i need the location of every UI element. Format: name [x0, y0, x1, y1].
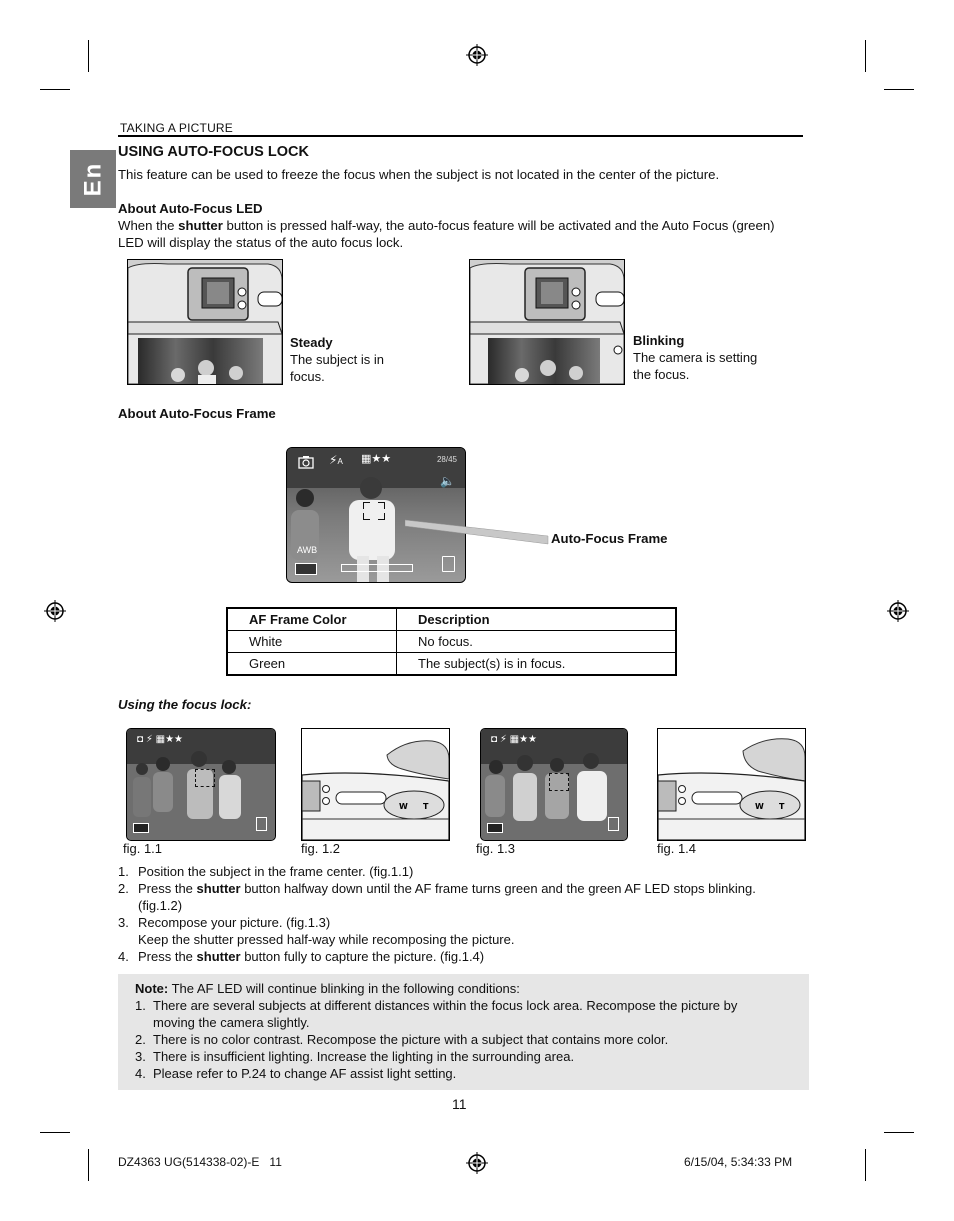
list-item: 2. There is no color contrast. Recompose the picture with a subject that contains more color.	[135, 1032, 669, 1047]
list-item: (fig.1.2)	[138, 898, 183, 913]
blinking-led-photo	[469, 259, 625, 385]
svg-text:W: W	[755, 802, 764, 811]
fig-caption: fig. 1.3	[476, 841, 516, 856]
table-row	[227, 631, 676, 653]
quality-icon: ▦★★	[361, 453, 392, 465]
fig-1-2-camera	[301, 728, 450, 841]
steady-caption: Steady The subject is in focus.	[290, 335, 384, 384]
list-item: 4. Press the shutter button fully to capture the picture. (fig.1.4)	[118, 949, 485, 964]
page-number: 11	[452, 1096, 467, 1112]
callout-pointer	[405, 514, 550, 554]
crop-mark	[865, 1149, 866, 1181]
footer-left: DZ4363 UG(514338-02)-E 11	[118, 1155, 282, 1169]
list-item: 3. Recompose your picture. (fig.1.3)	[118, 915, 331, 930]
steps-list	[118, 863, 818, 965]
fig-caption: fig. 1.4	[657, 841, 697, 856]
list-item: 1. Position the subject in the frame center. (fig.1.1)	[118, 864, 414, 879]
language-tab: En	[70, 150, 116, 208]
table-cell: Green	[227, 653, 397, 676]
table-header-row	[227, 608, 676, 631]
crop-mark	[884, 89, 914, 90]
table-header: Description	[397, 608, 677, 631]
list-item: 3. There is insufficient lighting. Increase the lighting in the surrounding area.	[135, 1049, 575, 1064]
table-cell: The subject(s) is in focus.	[397, 653, 677, 676]
list-item: 4. Please refer to P.24 to change AF assist light setting.	[135, 1066, 457, 1081]
table-header: AF Frame Color	[227, 608, 397, 631]
footer-right: 6/15/04, 5:34:33 PM	[684, 1155, 793, 1169]
registration-mark-icon	[44, 600, 66, 622]
svg-text:T: T	[423, 802, 429, 811]
page-title: USING AUTO-FOCUS LOCK	[118, 144, 309, 160]
fig-1-1-screen: ◘ ⚡ ▦★★	[126, 728, 276, 841]
battery-icon	[295, 563, 317, 575]
svg-text:T: T	[779, 802, 785, 811]
frame-heading: About Auto-Focus Frame	[118, 406, 276, 421]
registration-mark-icon	[887, 600, 909, 622]
fig-caption: fig. 1.1	[123, 841, 163, 856]
awb-indicator: AWB	[297, 545, 318, 555]
led-heading: About Auto-Focus LED	[118, 201, 263, 216]
crop-mark	[40, 89, 70, 90]
note-box	[118, 974, 809, 1090]
af-frame-color-table	[226, 607, 677, 676]
table-row	[227, 653, 676, 676]
crop-mark	[884, 1132, 914, 1133]
list-item: 2. Press the shutter button halfway down until the AF frame turns green and the green AF LED stops blinking.	[118, 881, 756, 896]
crop-mark	[88, 1149, 89, 1181]
memory-card-icon	[442, 556, 455, 572]
af-frame	[363, 502, 385, 520]
camera-back-illustration	[470, 260, 624, 384]
table-cell: No focus.	[397, 631, 677, 653]
crop-mark	[865, 40, 866, 72]
zoom-bar	[341, 564, 413, 572]
list-item: moving the camera slightly.	[153, 1015, 310, 1030]
focus-lock-heading: Using the focus lock:	[118, 697, 252, 712]
note-intro: Note: The AF LED will continue blinking in the following conditions:	[135, 981, 520, 996]
callout-label: Auto-Focus Frame	[551, 531, 668, 546]
list-item: Keep the shutter pressed half-way while recomposing the picture.	[138, 932, 515, 947]
fig-1-3-screen: ◘ ⚡ ▦★★	[480, 728, 628, 841]
camera-mode-icon	[298, 455, 314, 469]
speaker-icon: 🔈	[440, 474, 455, 488]
flash-auto-icon: ⚡A	[329, 453, 343, 467]
table-cell: White	[227, 631, 397, 653]
fig-caption: fig. 1.2	[301, 841, 341, 856]
registration-mark-icon	[466, 1152, 488, 1174]
blinking-caption: Blinking The camera is setting the focus.	[633, 333, 758, 382]
crop-mark	[40, 1132, 70, 1133]
led-text: When the shutter button is pressed half-way, the auto-focus feature will be activated and the Auto Focus (green) LED will display the status of the auto focus lock.	[118, 218, 775, 250]
svg-text:W: W	[399, 802, 408, 811]
list-item: 1. There are several subjects at different distances within the focus lock area. Recompose the picture by	[135, 998, 738, 1013]
registration-mark-icon	[466, 44, 488, 66]
crop-mark	[88, 40, 89, 72]
camera-back-illustration	[128, 260, 282, 384]
fig-1-4-camera	[657, 728, 806, 841]
intro-text: This feature can be used to freeze the focus when the subject is not located in the center of the picture.	[118, 167, 720, 182]
shot-counter: 28/45	[436, 455, 457, 464]
header-rule	[118, 135, 803, 137]
section-label: TAKING A PICTURE	[120, 121, 233, 135]
steady-led-photo	[127, 259, 283, 385]
